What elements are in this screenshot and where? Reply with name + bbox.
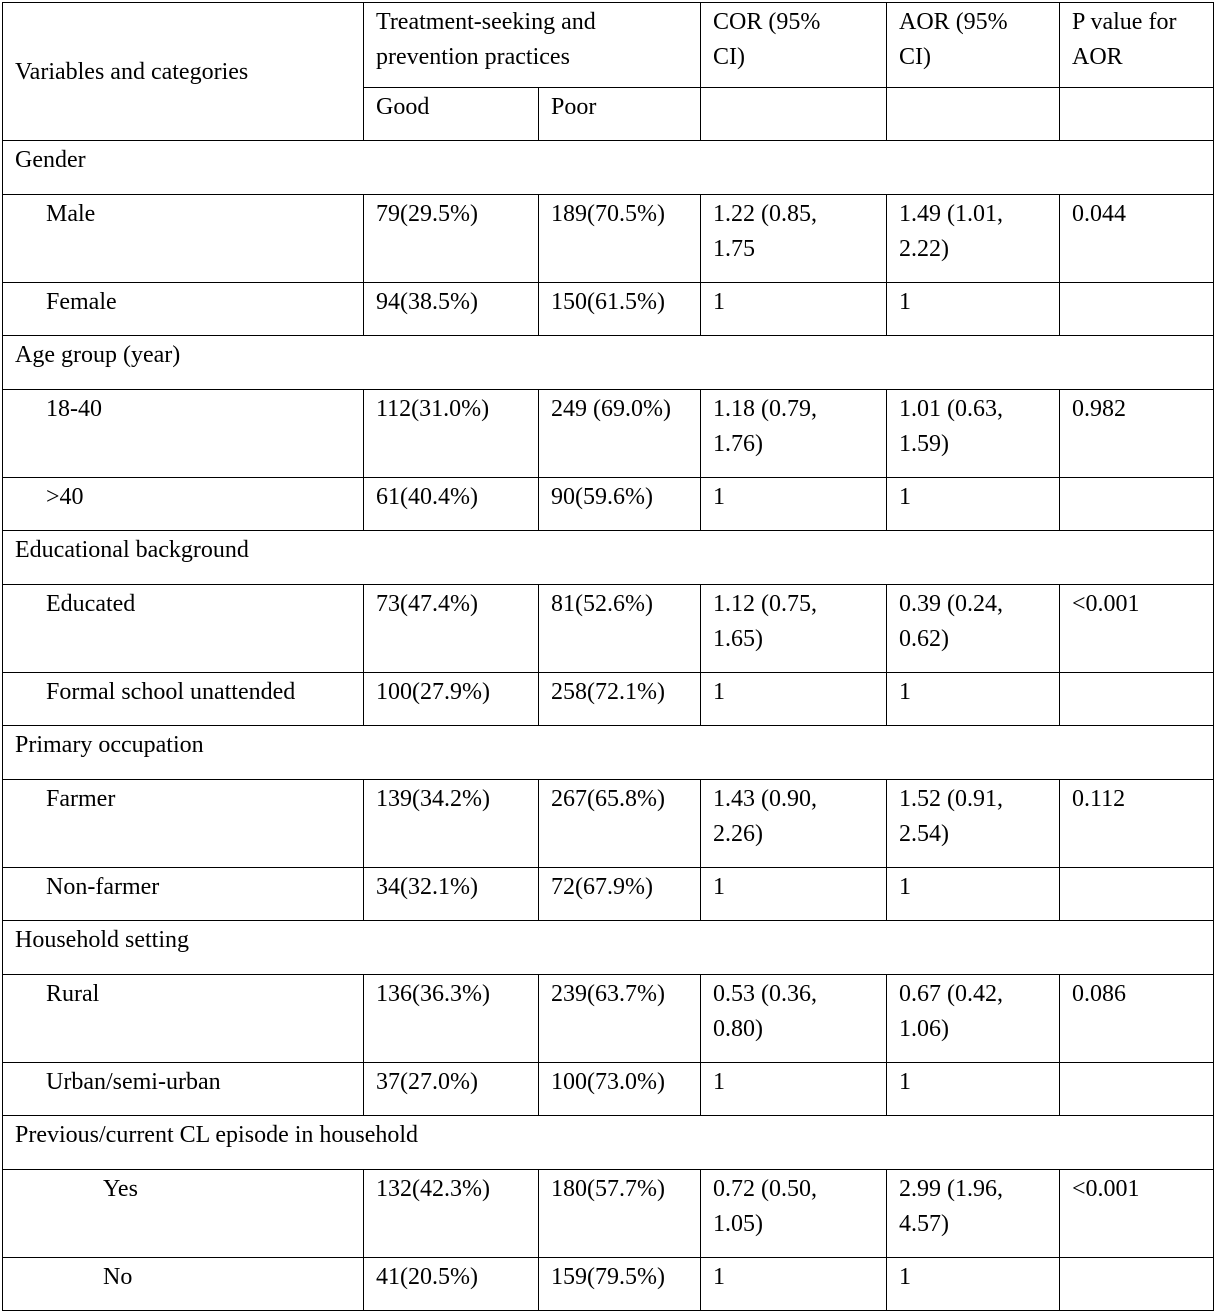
table-row [3, 1170, 1214, 1258]
cell-aor [887, 673, 1060, 726]
cell-aor-line1: 1 [899, 1264, 912, 1290]
header-cor [701, 3, 887, 88]
table-row [3, 780, 1214, 868]
cell-aor-line2: 0.62) [899, 626, 950, 652]
row-label: 18-40 [3, 390, 364, 478]
section-title: Gender [3, 141, 1214, 195]
cell-aor-line2: 2.54) [899, 821, 950, 847]
section-row [3, 531, 1214, 585]
cell-aor [887, 195, 1060, 283]
row-label: Formal school unattended [3, 673, 364, 726]
cell-good: 94(38.5%) [364, 283, 539, 336]
header-practices [364, 3, 701, 88]
cell-poor: 189(70.5%) [539, 195, 701, 283]
cell-cor-line1: 1 [713, 1264, 726, 1290]
cell-poor: 159(79.5%) [539, 1258, 701, 1311]
table-row [3, 1258, 1214, 1311]
header-p-blank [1060, 88, 1214, 141]
cell-aor-line1: 0.39 (0.24, [899, 591, 1004, 617]
section-title: Previous/current CL episode in household [3, 1116, 1214, 1170]
cell-aor [887, 975, 1060, 1063]
cell-good: 61(40.4%) [364, 478, 539, 531]
cell-p-value [1060, 1258, 1214, 1311]
cell-aor [887, 478, 1060, 531]
cell-cor-line1: 1 [713, 679, 726, 705]
cell-cor [701, 1258, 887, 1311]
cell-cor-line1: 1 [713, 289, 726, 315]
cell-aor-line2: 2.22) [899, 236, 950, 262]
cell-good: 112(31.0%) [364, 390, 539, 478]
cell-aor-line2: 1.59) [899, 431, 950, 457]
cell-aor-line1: 2.99 (1.96, [899, 1176, 1004, 1202]
cell-cor-line1: 1 [713, 874, 726, 900]
cell-poor: 249 (69.0%) [539, 390, 701, 478]
cell-cor-line1: 1 [713, 1069, 726, 1095]
cell-poor: 267(65.8%) [539, 780, 701, 868]
cell-cor-line1: 0.72 (0.50, [713, 1176, 818, 1202]
row-label: >40 [3, 478, 364, 531]
cell-good: 37(27.0%) [364, 1063, 539, 1116]
cell-cor [701, 673, 887, 726]
row-label: Yes [3, 1170, 364, 1258]
row-label: Non-farmer [3, 868, 364, 921]
header-cor-line1: COR (95% [713, 9, 821, 35]
cell-cor [701, 195, 887, 283]
header-p-value [1060, 3, 1214, 88]
cell-good: 41(20.5%) [364, 1258, 539, 1311]
table-row [3, 478, 1214, 531]
cell-p-value: <0.001 [1060, 1170, 1214, 1258]
cell-aor-line1: 1 [899, 874, 912, 900]
cell-aor [887, 780, 1060, 868]
cell-good: 139(34.2%) [364, 780, 539, 868]
cell-p-value: 0.044 [1060, 195, 1214, 283]
table-row [3, 975, 1214, 1063]
cell-good: 136(36.3%) [364, 975, 539, 1063]
header-cor-blank [701, 88, 887, 141]
table-body [3, 141, 1214, 1311]
cell-good: 73(47.4%) [364, 585, 539, 673]
cell-aor [887, 1170, 1060, 1258]
cell-aor-line1: 1 [899, 484, 912, 510]
table-row [3, 585, 1214, 673]
cell-cor [701, 283, 887, 336]
cell-cor [701, 478, 887, 531]
cell-cor-line2: 0.80) [713, 1016, 764, 1042]
row-label: Rural [3, 975, 364, 1063]
header-aor-line1: AOR (95% [899, 9, 1008, 35]
cell-good: 100(27.9%) [364, 673, 539, 726]
table-row [3, 283, 1214, 336]
cell-aor-line1: 1 [899, 289, 912, 315]
cell-aor [887, 283, 1060, 336]
table-row [3, 868, 1214, 921]
row-label: Urban/semi-urban [3, 1063, 364, 1116]
cell-p-value [1060, 478, 1214, 531]
header-good: Good [364, 88, 539, 141]
cell-aor-line1: 1 [899, 1069, 912, 1095]
cell-poor: 72(67.9%) [539, 868, 701, 921]
cell-cor-line2: 1.75 [713, 236, 756, 262]
cell-p-value: 0.982 [1060, 390, 1214, 478]
cell-aor-line1: 1.49 (1.01, [899, 201, 1004, 227]
section-row [3, 336, 1214, 390]
cell-aor [887, 585, 1060, 673]
cell-poor: 258(72.1%) [539, 673, 701, 726]
row-label: Farmer [3, 780, 364, 868]
cell-aor [887, 868, 1060, 921]
cell-cor-line2: 1.76) [713, 431, 764, 457]
section-row [3, 921, 1214, 975]
cell-poor: 100(73.0%) [539, 1063, 701, 1116]
cell-cor [701, 780, 887, 868]
cell-p-value: 0.112 [1060, 780, 1214, 868]
cell-cor-line1: 1.18 (0.79, [713, 396, 818, 422]
header-poor: Poor [539, 88, 701, 141]
cell-good: 34(32.1%) [364, 868, 539, 921]
section-title: Age group (year) [3, 336, 1214, 390]
cell-cor-line2: 1.65) [713, 626, 764, 652]
section-title: Primary occupation [3, 726, 1214, 780]
table-row [3, 390, 1214, 478]
cell-cor-line1: 1.22 (0.85, [713, 201, 818, 227]
header-aor [887, 3, 1060, 88]
header-aor-line2: CI) [899, 44, 932, 70]
cell-p-value [1060, 673, 1214, 726]
section-row [3, 141, 1214, 195]
cell-cor-line1: 1.12 (0.75, [713, 591, 818, 617]
header-row [3, 3, 1214, 88]
results-table [2, 2, 1214, 1311]
row-label: Female [3, 283, 364, 336]
header-p-line1: P value for [1072, 9, 1177, 35]
header-aor-blank [887, 88, 1060, 141]
cell-cor [701, 1063, 887, 1116]
cell-cor [701, 1170, 887, 1258]
header-variables: Variables and categories [3, 3, 364, 141]
cell-cor-line1: 1.43 (0.90, [713, 786, 818, 812]
cell-cor-line2: 1.05) [713, 1211, 764, 1237]
cell-aor-line2: 4.57) [899, 1211, 950, 1237]
cell-aor [887, 390, 1060, 478]
cell-aor-line1: 0.67 (0.42, [899, 981, 1004, 1007]
cell-p-value: 0.086 [1060, 975, 1214, 1063]
cell-cor-line1: 1 [713, 484, 726, 510]
cell-cor [701, 868, 887, 921]
cell-aor [887, 1258, 1060, 1311]
table-row [3, 673, 1214, 726]
section-title: Household setting [3, 921, 1214, 975]
cell-poor: 90(59.6%) [539, 478, 701, 531]
cell-p-value [1060, 283, 1214, 336]
cell-aor [887, 1063, 1060, 1116]
cell-aor-line1: 1.52 (0.91, [899, 786, 1004, 812]
cell-p-value: <0.001 [1060, 585, 1214, 673]
cell-aor-line1: 1.01 (0.63, [899, 396, 1004, 422]
cell-cor [701, 975, 887, 1063]
cell-poor: 150(61.5%) [539, 283, 701, 336]
row-label: No [3, 1258, 364, 1311]
cell-aor-line1: 1 [899, 679, 912, 705]
cell-poor: 81(52.6%) [539, 585, 701, 673]
row-label: Male [3, 195, 364, 283]
cell-cor-line2: 2.26) [713, 821, 764, 847]
cell-good: 79(29.5%) [364, 195, 539, 283]
cell-cor-line1: 0.53 (0.36, [713, 981, 818, 1007]
header-practices-line1: Treatment-seeking and [376, 9, 596, 35]
cell-good: 132(42.3%) [364, 1170, 539, 1258]
section-row [3, 1116, 1214, 1170]
section-row [3, 726, 1214, 780]
table-row [3, 1063, 1214, 1116]
header-p-line2: AOR [1072, 44, 1123, 70]
cell-poor: 239(63.7%) [539, 975, 701, 1063]
table-row [3, 195, 1214, 283]
cell-poor: 180(57.7%) [539, 1170, 701, 1258]
cell-aor-line2: 1.06) [899, 1016, 950, 1042]
header-practices-line2: prevention practices [376, 44, 570, 70]
section-title: Educational background [3, 531, 1214, 585]
cell-cor [701, 390, 887, 478]
header-cor-line2: CI) [713, 44, 746, 70]
row-label: Educated [3, 585, 364, 673]
cell-p-value [1060, 868, 1214, 921]
cell-cor [701, 585, 887, 673]
cell-p-value [1060, 1063, 1214, 1116]
